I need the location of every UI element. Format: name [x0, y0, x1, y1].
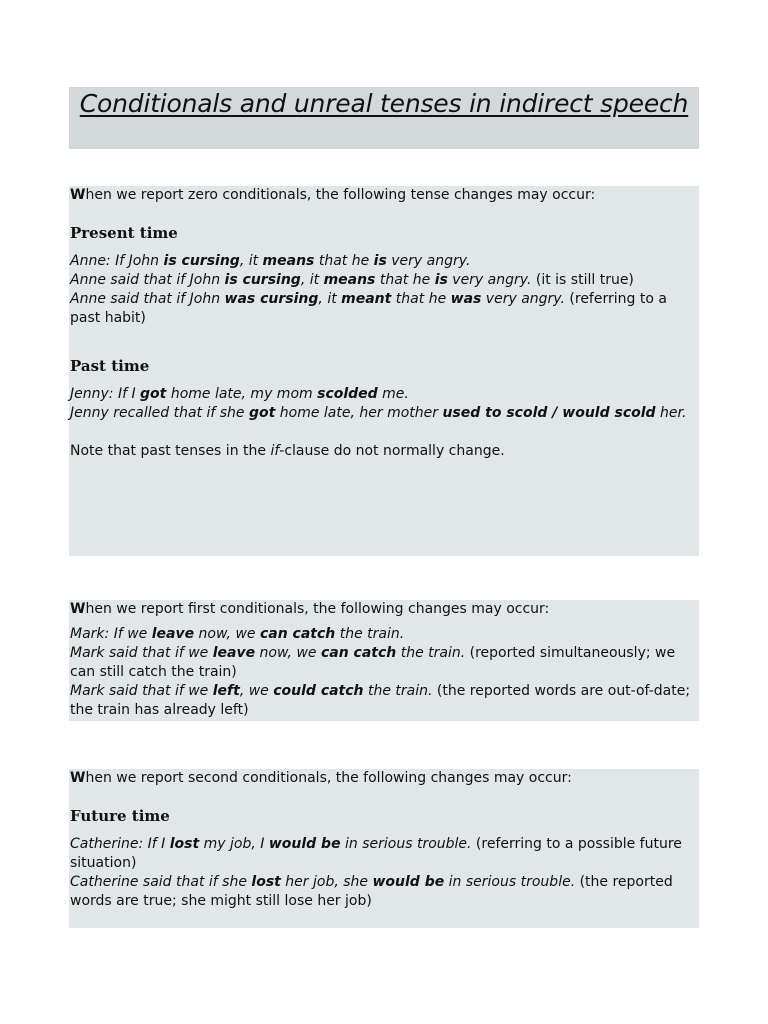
example-line: Jenny: If I got home late, my mom scolded me. [70, 386, 409, 402]
section-intro: When we report second conditionals, the following changes may occur: [70, 770, 572, 786]
example-line: Anne said that if John is cursing, it means that he is very angry. (it is still true) [70, 272, 634, 288]
future-time-heading: Future time [70, 807, 170, 825]
zero-conditionals-section [69, 186, 699, 556]
example-line: Mark: If we leave now, we can catch the train. [70, 626, 405, 642]
page-title: Conditionals and unreal tenses in indirect speech [79, 89, 689, 118]
example-line: Mark said that if we left, we could catch the train. (the reported words are out-of-date; the train has already left) [70, 683, 691, 718]
example-line: Catherine said that if she lost her job, she would be in serious trouble. (the reported words are true; she might still lose her job) [70, 874, 673, 909]
section-intro: When we report first conditionals, the following changes may occur: [70, 601, 550, 617]
example-line: Jenny recalled that if she got home late, her mother used to scold / would scold her. [70, 405, 687, 421]
second-conditionals-section [69, 769, 699, 928]
title-box [69, 87, 699, 149]
example-line: Mark said that if we leave now, we can catch the train. (reported simultaneously; we can still catch the train) [70, 645, 676, 680]
past-time-heading: Past time [70, 357, 150, 375]
first-conditionals-section [69, 600, 699, 721]
note-text: Note that past tenses in the if-clause do not normally change. [70, 443, 505, 459]
section-intro: When we report zero conditionals, the following tense changes may occur: [70, 187, 596, 203]
present-time-heading: Present time [70, 224, 178, 242]
example-line: Catherine: If I lost my job, I would be in serious trouble. (referring to a possible future situation) [70, 836, 682, 871]
example-line: Anne said that if John was cursing, it meant that he was very angry. (referring to a past habit) [70, 291, 667, 326]
example-line: Anne: If John is cursing, it means that he is very angry. [70, 253, 471, 269]
